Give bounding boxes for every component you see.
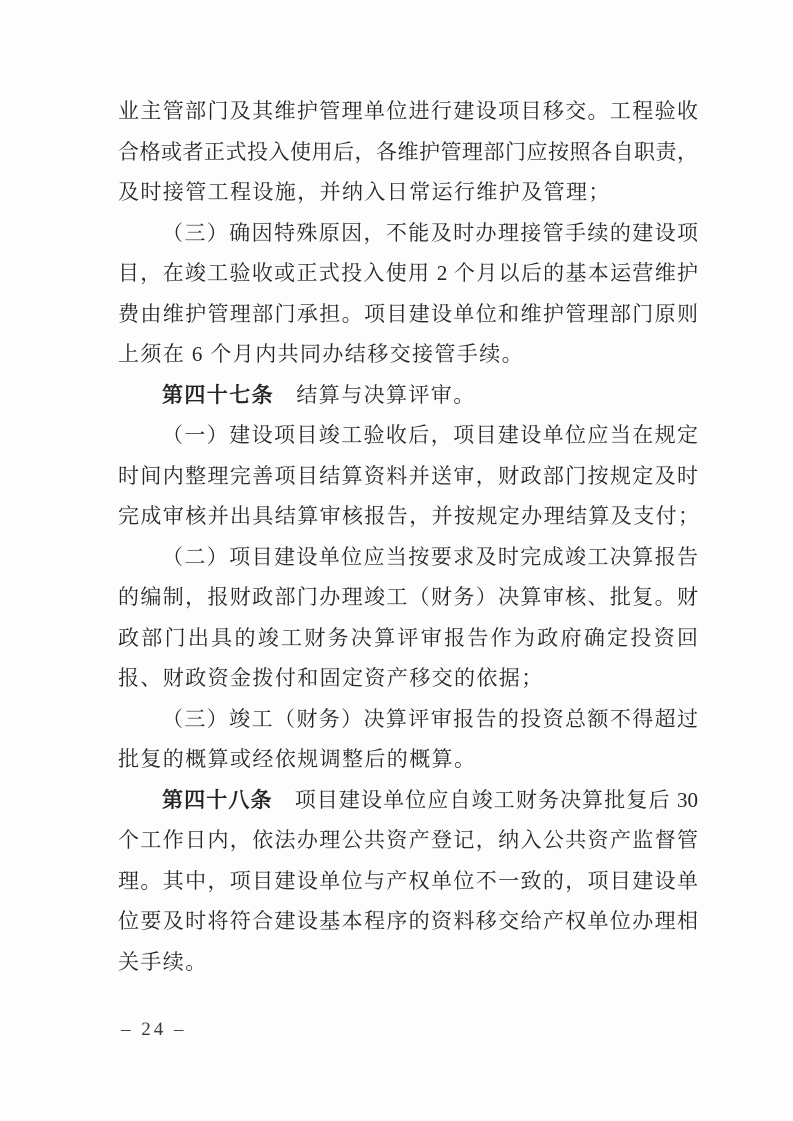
text-line: 业主管部门及其维护管理单位进行建设项目移交。工程验收 <box>118 99 698 123</box>
text-line: 及时接管工程设施，并纳入日常运行维护及管理； <box>118 180 611 204</box>
article-47-number: 第四十七条 <box>162 382 274 407</box>
text-line: 合格或者正式投入使用后，各维护管理部门应按照各自职责， <box>118 139 698 164</box>
text-line: 位要及时将符合建设基本程序的资料移交给产权单位办理相 <box>118 909 698 933</box>
text-line: 上须在 6 个月内共同办结移交接管手续。 <box>118 342 524 366</box>
text-line: 的编制，报财政部门办理竣工（财务）决算审核、批复。财 <box>118 585 698 609</box>
page-number: – 24 – <box>121 1019 187 1040</box>
paragraph-item-3b-start: （三）竣工（财务）决算评审报告的投资总额不得超过 <box>162 706 698 731</box>
paragraph-item-3-start: （三）确因特殊原因，不能及时办理接管手续的建设项 <box>162 220 698 245</box>
text-line: 时间内整理完善项目结算资料并送审，财政部门按规定及时 <box>118 463 698 488</box>
text-line: 费由维护管理部门承担。项目建设单位和维护管理部门原则 <box>118 301 698 326</box>
document-body <box>118 91 701 982</box>
text-line: 个工作日内，依法办理公共资产登记，纳入公共资产监督管 <box>118 828 698 852</box>
text-line: 政部门出具的竣工财务决算评审报告作为政府确定投资回 <box>118 625 698 650</box>
text-line: 理。其中，项目建设单位与产权单位不一致的，项目建设单 <box>118 868 698 893</box>
text-line: 完成审核并出具结算审核报告，并按规定办理结算及支付； <box>118 504 701 528</box>
article-48-body-start: 项目建设单位应自竣工财务决算批复后 30 <box>272 787 699 812</box>
article-48-number: 第四十八条 <box>162 787 273 812</box>
text-line: 关手续。 <box>118 949 208 974</box>
article-48-heading <box>118 780 698 821</box>
text-line: 报、财政资金拨付和固定资产移交的依据； <box>118 666 544 690</box>
article-47-title: 结算与决算评审。 <box>274 382 476 407</box>
text-line: 批复的概算或经依规调整后的概算。 <box>118 747 477 771</box>
text-line: 目，在竣工验收或正式投入使用 2 个月以后的基本运营维护 <box>118 261 698 285</box>
article-47-heading <box>118 375 698 416</box>
paragraph-item-1-start: （一）建设项目竣工验收后，项目建设单位应当在规定 <box>162 423 698 447</box>
paragraph-item-2-start: （二）项目建设单位应当按要求及时完成竣工决算报告 <box>162 544 698 569</box>
